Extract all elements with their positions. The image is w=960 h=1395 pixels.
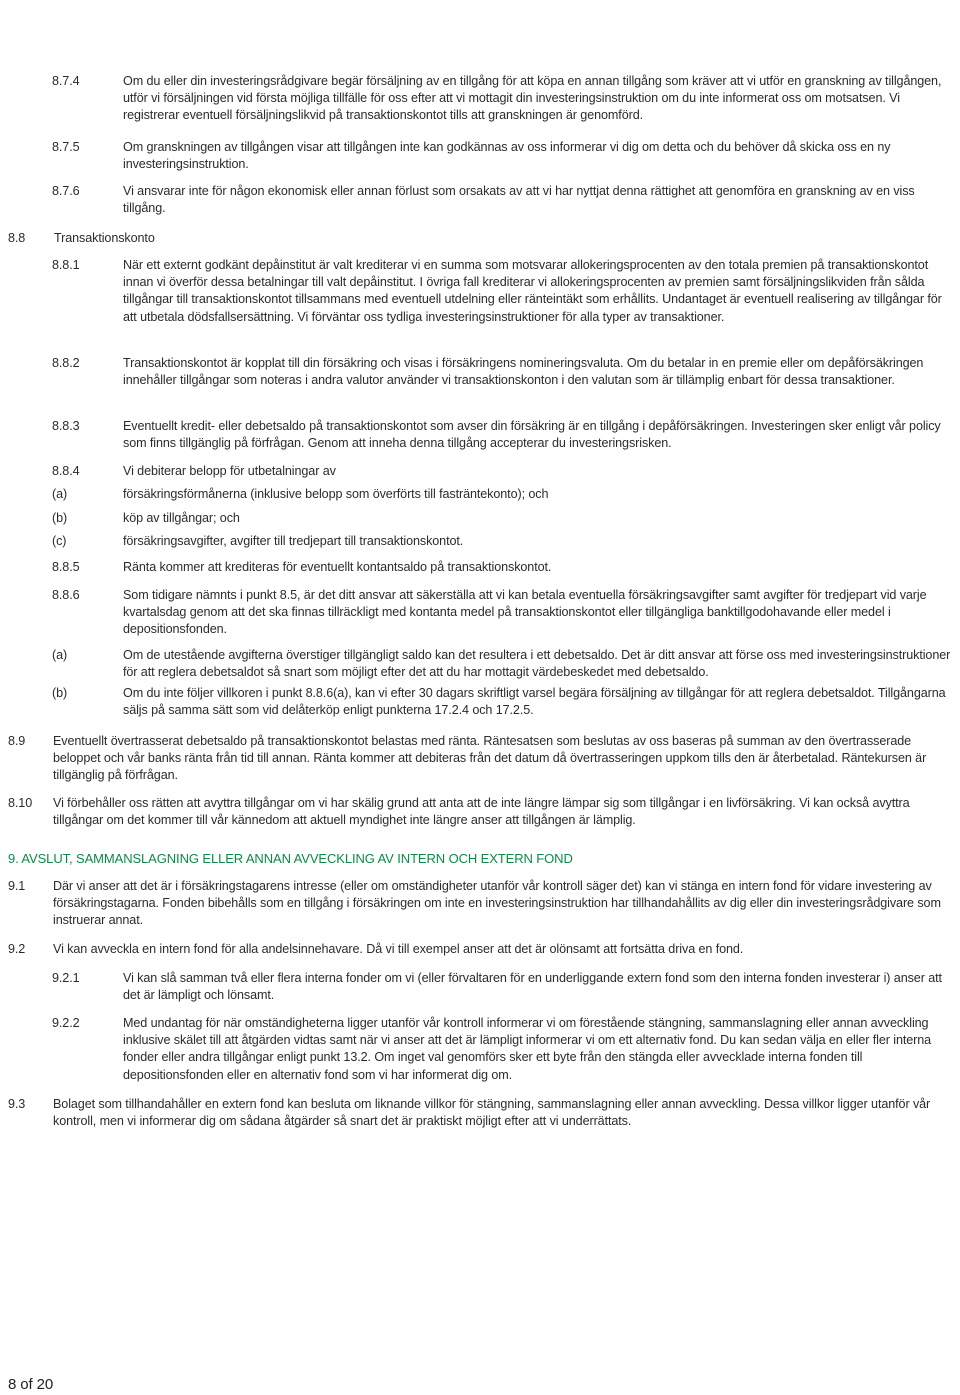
page-number: 8 of 20	[8, 1376, 54, 1393]
clause-number: 8.8.5	[52, 560, 80, 574]
clause-number: 9.2.2	[52, 1016, 80, 1030]
clause-number: 8.7.6	[52, 184, 80, 198]
section-number: 8.9	[8, 734, 26, 748]
section-number: 8.8	[8, 231, 26, 245]
section-text: Eventuellt övertrasserat debetsaldo på transaktionskontot belastas med ränta. Räntesatsen som beslutas av oss baseras på summan av den övertrasserade beloppet och vår banks ränta från tid till annan. Ränta kommer att debiteras från det datum då övertrasseringen uppkom tills den är återbetalad. Räntekursen är tillgänglig på förfrågan.	[53, 734, 927, 783]
clause-text: Om granskningen av tillgången visar att tillgången inte kan godkännas av oss informerar vi dig om detta och du behöver då skicka oss en ny investeringsinstruktion.	[123, 140, 891, 172]
item-text: försäkringsförmånerna (inklusive belopp som överförts till fasträntekonto); och	[123, 487, 549, 501]
item-letter: (b)	[52, 511, 68, 525]
clause-number: 8.7.4	[52, 74, 80, 88]
clause-number: 8.8.6	[52, 588, 80, 602]
section-number: 9.3	[8, 1097, 26, 1111]
clause-text: Vi ansvarar inte för någon ekonomisk eller annan förlust som orsakats av att vi har nyttjat denna rättighet att genomföra en granskning av en viss tillgång.	[123, 184, 915, 216]
item-letter: (a)	[52, 487, 68, 501]
section-text: Vi kan avveckla en intern fond för alla andelsinnehavare. Då vi till exempel anser att det är olönsamt att fortsätta driva en fond.	[53, 942, 744, 956]
clause-text: Vi kan slå samman två eller flera interna fonder om vi (eller förvaltaren för en underliggande extern fond som den interna fonden investerar i) anser att det är lämpligt och lönsamt.	[123, 971, 942, 1003]
clause-text: Som tidigare nämnts i punkt 8.5, är det ditt ansvar att säkerställa att vi kan betala eventuella försäkringsavgifter samt avgifter för tredjepart vid varje kvartalsdag genom att det ska finnas tillräckligt med kontanta medel på transaktionskontot eller tillgängliga banktillgodohavande eller medel i depositionsfonden.	[123, 588, 927, 637]
section-text: Bolaget som tillhandahåller en extern fond kan besluta om liknande villkor för stängning, sammanslagning eller annan avveckling. Dessa villkor ligger utanför vår kontroll, men vi informerar dig om sådana åtgärder så snart det är praktiskt möjligt efter att vi underrättats.	[53, 1097, 931, 1129]
clause-number: 8.8.4	[52, 464, 80, 478]
item-text: Om de utestående avgifterna överstiger tillgängligt saldo kan det resultera i ett debetsaldo. Det är ditt ansvar att förse oss med investeringsinstruktioner för att reglera debetsaldot så snart som möjligt efter det att du har mottagit värdebeskedet med debetsaldo.	[123, 648, 951, 680]
clause-number: 8.8.3	[52, 419, 80, 433]
item-text: köp av tillgångar; och	[123, 511, 240, 525]
section-number: 9.1	[8, 879, 26, 893]
clause-text: Transaktionskontot är kopplat till din försäkring och visas i försäkringens nomineringsvaluta. Om du betalar in en premie eller om depåförsäkringen innehåller tillgångar som noteras i andra valutor använder vi transaktionskonton i den valutan som är tillämplig enbart för dessa transaktioner.	[123, 356, 924, 388]
clause-number: 8.7.5	[52, 140, 80, 154]
clause-number: 9.2.1	[52, 971, 80, 985]
clause-number: 8.8.1	[52, 258, 80, 272]
item-letter: (a)	[52, 648, 68, 662]
section-9-heading: 9. AVSLUT, SAMMANSLAGNING ELLER ANNAN AVVECKLING AV INTERN OCH EXTERN FOND	[8, 851, 573, 866]
clause-text: Vi debiterar belopp för utbetalningar av	[123, 464, 336, 478]
clause-number: 8.8.2	[52, 356, 80, 370]
item-text: försäkringsavgifter, avgifter till tredjepart till transaktionskontot.	[123, 534, 464, 548]
clause-text: Om du eller din investeringsrådgivare begär försäljning av en tillgång för att köpa en annan tillgång som kräver att vi utför en granskning av tillgången, utför vi försäljningen vid första möjliga tillfälle för oss efter att vi mottagit din investeringsinstruktion om du inte informerat oss om motsatsen. Vi registrerar eventuell försäljningslikvid på transaktionskontot tills att granskningen är genomförd.	[123, 74, 942, 123]
clause-text: Ränta kommer att krediteras för eventuellt kontantsaldo på transaktionskontot.	[123, 560, 552, 574]
clause-text: Eventuellt kredit- eller debetsaldo på transaktionskontot som avser din försäkring är en tillgång i depåförsäkringen. Investeringen sker enligt vår policy som finns tillgänglig på förfrågan. Genom att inneha denna tillgång accepterar du investeringsrisken.	[123, 419, 941, 451]
clause-text: Med undantag för när omständigheterna ligger utanför vår kontroll informerar vi om förestående stängning, sammanslagning eller annan avveckling inklusive skälet till att åtgärden vidtas samt när vi anser att det är lämpligt informerar vi om ett alternativ fond. Du kan sedan välja en eller fler interna fonder eller andra tillgångar enligt punkt 13.2. Om inget val genomförs sker ett byte från den stängda eller avvecklade interna fonden till depositionsfonden eller en alternativ fond som vi har informerat dig om.	[123, 1016, 932, 1082]
item-letter: (b)	[52, 686, 68, 700]
section-title: Transaktionskonto	[54, 231, 155, 245]
clause-text: När ett externt godkänt depåinstitut är valt krediterar vi en summa som motsvarar allokeringsprocenten av den totala premien på transaktionskontot innan vi överför dessa betalningar till valt depåinstitut. I övriga fall krediterar vi allokeringsprocenten av premien samt försäljningslikviden från sålda tillgångar till transaktionskontot tillsammans med eventuell utdelning eller ränteintäkt som erhållits. Undantaget är eventuell realisering av tillgångar för att utbetala dödsfallsersättning. Vi förväntar oss tydliga investeringsinstruktioner för alla typer av transaktioner.	[123, 258, 942, 324]
section-number: 9.2	[8, 942, 26, 956]
section-number: 8.10	[8, 796, 33, 810]
item-text: Om du inte följer villkoren i punkt 8.8.6(a), kan vi efter 30 dagars skriftligt varsel begära försäljning av tillgångar för att reglera debetsaldot. Tillgångarna säljs på samma sätt som vid delåterköp enligt punkterna 17.2.4 och 17.2.5.	[123, 686, 946, 718]
section-text: Där vi anser att det är i försäkringstagarens intresse (eller om omständigheter utanför vår kontroll säger det) kan vi stänga en intern fond för vidare investering av försäkringstagarna. Fonden bibehålls som en tillgång i försäkringen om inte en investeringsinstruktion har tillhandahållits av dig eller din investeringsrådgivare som instruerar annat.	[53, 879, 941, 928]
section-text: Vi förbehåller oss rätten att avyttra tillgångar om vi har skälig grund att anta att de inte längre lämpar sig som tillgångar i en livförsäkring. Vi kan också avyttra tillgångar om det kommer till vår kännedom att aktuell myndighet inte längre anser att tillgången är lämplig.	[53, 796, 910, 828]
item-letter: (c)	[52, 534, 67, 548]
